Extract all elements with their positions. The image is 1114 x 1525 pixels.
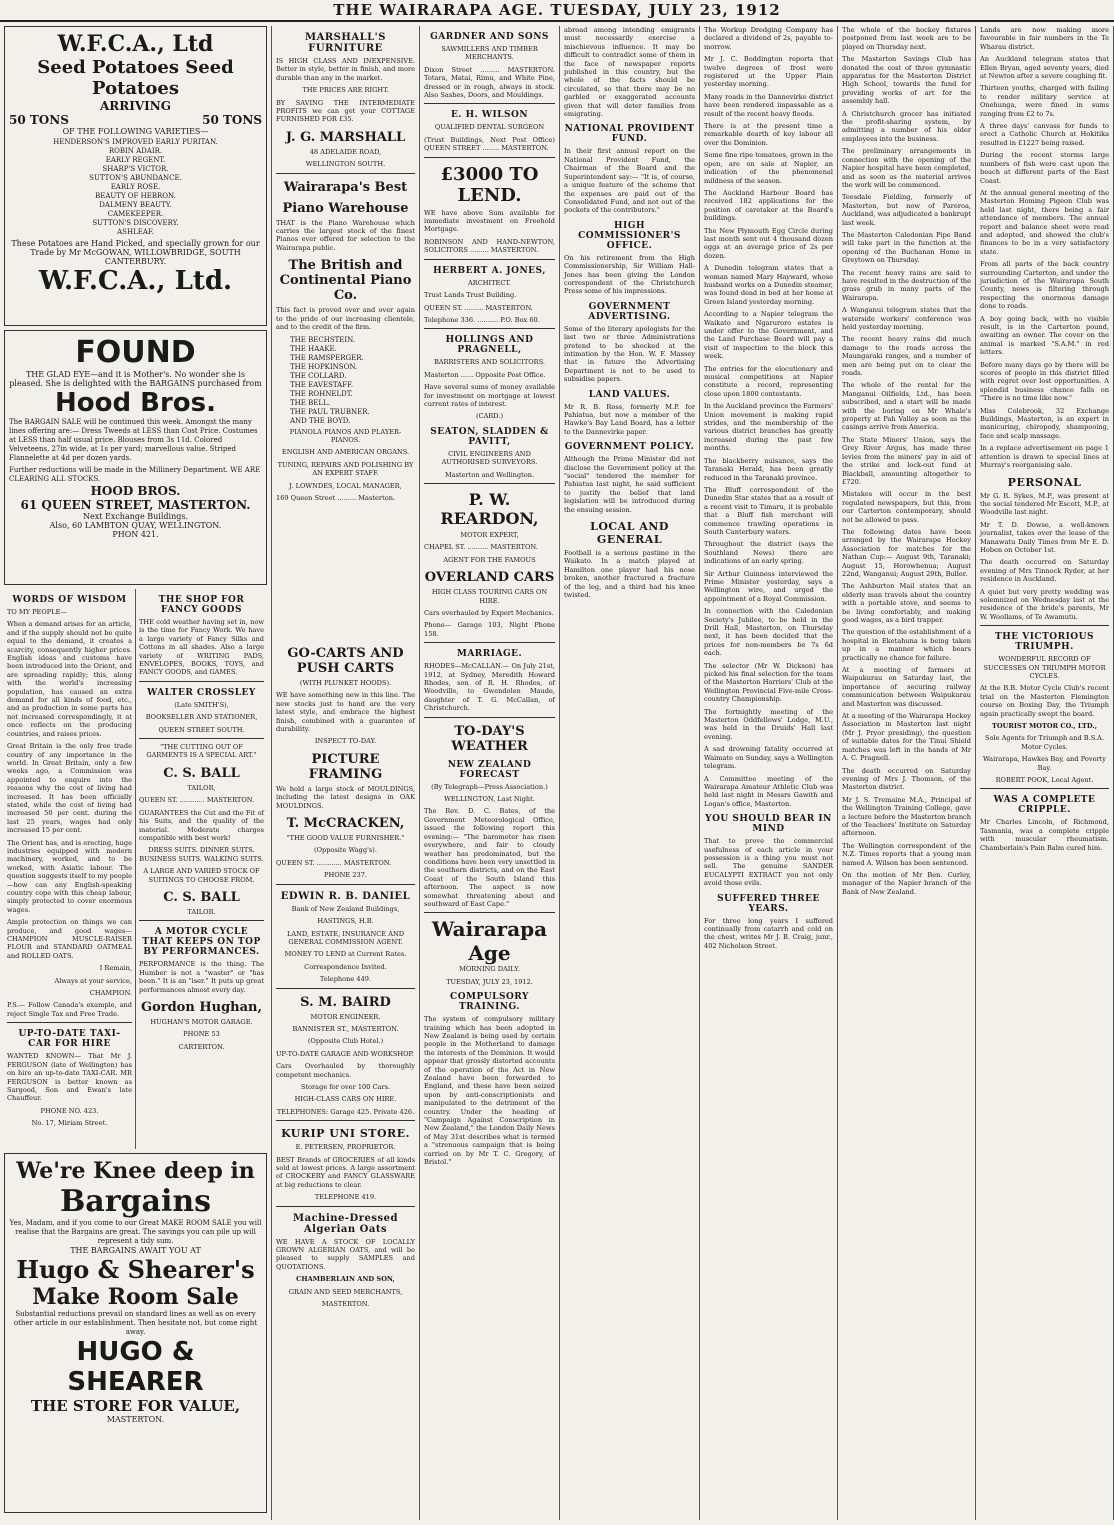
bear-head: YOU SHOULD BEAR IN MIND <box>705 814 832 835</box>
jones-trade: ARCHITECT. <box>468 278 511 287</box>
news-item: The Masterton Savings Club has donated the cost of three gymnastic apparatus for the Masterton District High School, towards the fund for providing works of art for the assembly hall. <box>842 55 971 106</box>
gocarts-sub: (WITH PLUNKET HOODS). <box>299 679 392 687</box>
oats-text: WE HAVE A STOCK OF LOCALLY GROWN ALGERIAN OATS, and will be pleased to supply SAMPLES and QUOTATIONS. <box>276 1237 415 1271</box>
daniel-name: EDWIN R. B. DANIEL <box>280 890 411 902</box>
wfca-ad <box>4 26 267 326</box>
bear-text: That to prove the commercial usefulness of each article in your possession is a thing you must not sell. The genuine SANDER EUCALYPTI EXTRACT you not only avoid those evils. <box>704 837 833 888</box>
column-4 <box>420 26 560 1520</box>
seaton-card: (CARD.) <box>475 412 504 421</box>
daniel-money: MONEY TO LEND at Current Rates. <box>284 950 407 959</box>
seaton-name: SEATON, SLADDEN & PAVITT, <box>430 426 549 447</box>
divider <box>980 625 1109 626</box>
reardon-agent: AGENT FOR THE FAMOUS <box>443 555 536 564</box>
hugo-town: MASTERTON. <box>106 1415 165 1424</box>
divider <box>139 920 264 921</box>
news-item: A Committee meeting of the Wairarapa Amateur Athletic Club was held last night in Messrs Gawith and Logan's office, Masterton. <box>704 774 833 808</box>
variety-item: EARLY ROSE. <box>110 183 161 191</box>
gocarts-inspect: INSPECT TO-DAY. <box>314 737 377 746</box>
marriage-text: RHODES—McCALLAN.— On July 21st, 1912, at Sydney, Meredith Howard Rhodes, son of R. H. Rhodes, of Woodville, to Gwendolen Maude, daughter of T. G. McCallan, of Christchurch. <box>424 662 555 713</box>
news-item: The question of the establishment of a hospital in Eketahuna is being taken up in a manner which bears practically no chance for failure. <box>842 628 971 662</box>
news-item: The whole of the rental for the Manganui Oilfields, Ltd., has been subscribed, and a start will be made with the boring on Mr Whale's property at Pah Valley as soon as the casings arrive from America. <box>842 381 971 432</box>
weather-sub: NEW ZEALAND FORECAST <box>447 759 532 780</box>
gocarts-text: WE have something new in this line. The new stocks just to hand are the very latest style, and embrace the highest finish, combined with a guarantee of durability. <box>276 691 415 734</box>
marshall-save: BY SAVING THE INTERMEDIATE PROFITS we can get your COTTAGE FURNISHED FOR £35. <box>276 98 415 124</box>
mccracken-addr: QUEEN ST. ............ MASTERTON. <box>276 858 392 867</box>
personal-item: Mr G. R. Sykes, M.P., was present at the social tendered Mr Escott, M.P., at Woodville last night. <box>980 491 1109 517</box>
hugo-name: HUGO & SHEARER <box>67 1337 204 1397</box>
news-item: The Masterton Caledonian Pipe Band will take part in the function at the opening of the Buchanan Home in Greytown on Thursday. <box>842 230 971 265</box>
column-8 <box>976 26 1114 1520</box>
triumph-town: Wairarapa, Hawkes Bay, and Poverty Bay. <box>982 755 1107 772</box>
divider <box>424 483 555 484</box>
ball-name: C. S. BALL <box>163 765 240 781</box>
hollings-trade: BARRISTERS AND SOLICITORS. <box>433 358 546 367</box>
marshall-text: IS HIGH CLASS AND INEXPENSIVE. Better in style, better in finish, and more durable than any in the market. <box>276 57 415 82</box>
baird-tel: TELEPHONES: Garage 425. Private 426. <box>276 1107 415 1116</box>
gardner-title: GARDNER AND SONS <box>430 32 549 42</box>
lend-firm: ROBINSON AND HAND-NEWTON, SOLICITORS ......... MASTERTON. <box>424 237 555 255</box>
divider <box>424 717 555 718</box>
taxi-title: UP-TO-DATE TAXI-CAR FOR HIRE <box>18 1029 121 1050</box>
lend-title: £3000 TO LEND. <box>440 163 539 206</box>
news-item: Many roads in the Dannevirke district have been rendered impassable as a result of the recent heavy floods. <box>704 92 833 118</box>
ball-trade: TAILOR, <box>187 783 216 792</box>
wfca-note: These Potatoes are Hand Picked, and specially grown for our Trade by Mr McGOWAN, WILLOWBRIDGE, SOUTH CANTERBURY. <box>11 239 260 266</box>
col2-upper <box>136 589 267 1149</box>
news-item: Sir Arthur Guinness interviewed the Prime Minister yesterday, says a Wellington wire, and urged the appointment of a Royal Commission. <box>704 569 833 603</box>
news-item: Lands are now making more favourable in fair numbers in the Te Wharau district. <box>980 26 1109 51</box>
baird-opp: (Opposite Club Hotel.) <box>307 1037 384 1046</box>
policy-head: GOVERNMENT POLICY. <box>564 442 695 453</box>
column-6 <box>700 26 838 1520</box>
govt-head: GOVERNMENT ADVERTISING. <box>588 301 671 322</box>
mccracken-slogan: "THE GOOD VALUE FURNISHER." <box>286 834 405 843</box>
news-item: The following dates have been arranged by the Wairarapa Hockey Association for matches for the Nathan Cup:— August 9th, Taranaki; August 15, Horowhenua; August 22nd, Wanganui; August 29th, Buller. <box>842 527 971 578</box>
news-item: During the recent storms large numbers of fish were cast upon the beach at different parts of the East Coast. <box>980 151 1109 185</box>
news-item: On the motion of Mr Ben. Curley, manager of the Napier branch of the Bank of New Zealand. <box>842 870 971 896</box>
hugo-slogan: THE STORE FOR VALUE, <box>30 1397 241 1415</box>
divider <box>424 912 555 913</box>
kuripuni-owner: E. PETERSEN, PROPRIETOR. <box>295 1143 396 1152</box>
suffered-head: SUFFERED THREE YEARS. <box>717 893 820 914</box>
wisdom-p2: Great Britain is the only free trade country of any importance in the world. In Great Britain, only a few weeks ago, a Commission was appointed to enquire into the reasons why the cost of living had increased. It has been officially stated, while the cost of living had increased 50 per cent. during the last 25 years, wages had only increased 15 per cent. <box>7 742 132 835</box>
divider <box>276 884 415 885</box>
british-text: This fact is proved over and over again to the pride of our increasing clientele, and to the credit of the firm. <box>276 306 415 332</box>
marshall-right: THE PRICES ARE RIGHT. <box>302 86 389 95</box>
news-item: A Dunedin telegram states that a woman named Mary Hayward, whose husband works on a Dunedin steamer, was found dead in bed at her home at Green Island yesterday morning. <box>704 264 833 306</box>
hughan-garage: HUGHAN'S MOTOR GARAGE. <box>150 1017 253 1026</box>
col1-split <box>4 589 267 1149</box>
piano-brand: THE BELL. <box>290 398 330 407</box>
piano-brand: AND THE BOYD. <box>290 416 351 425</box>
news-item: A three days' canvass for funds to erect a Catholic Church at Hokitika resulted in £1227 being raised. <box>980 122 1109 147</box>
hood-more: Further reductions will be made in the Millinery Department. WE ARE CLEARING ALL STOCKS. <box>9 466 261 483</box>
variety-item: BEAUTY OF HEBRON. <box>95 192 176 200</box>
oats-trade: GRAIN AND SEED MERCHANTS, <box>288 1287 403 1296</box>
divider <box>424 642 555 643</box>
news-item: In a replace advertisement on page 1 attention is drawn to special lines at Murray's reorganising sale. <box>980 444 1109 470</box>
news-item: The selector (Mr W. Dickson) has picked his final selection for the team of the Masterton Harriers' Club at the Wellington Provincial Five-mile Cross-country Championship. <box>704 661 833 704</box>
oats-title: Machine-Dressed Algerian Oats <box>293 1212 398 1235</box>
wisdom-sub: TO MY PEOPLE— <box>7 608 67 616</box>
marriage-head: MARRIAGE. <box>456 649 523 660</box>
taxi-text: WANTED KNOWN— That Mr J. FERGUSON (late of Wellington) has on hire an up-to-date TAXI-CAR. MR FERGUSON is better known as Sargood, Son and Ewan's late Chauffeur. <box>7 1052 132 1103</box>
variety-item: DALMENY BEAUTY. <box>99 201 172 209</box>
daniel-agent: LAND, ESTATE, INSURANCE AND GENERAL COMMISSION AGENT. <box>286 929 405 946</box>
gardner-text: Dixon Street ......... MASTERTON. Totara, Matai, Rimu, and White Pine, dressed or in rough, always in stock. Also Sashes, Doors, and Mouldings. <box>424 65 555 100</box>
hugo-shearer-ad <box>4 1153 267 1513</box>
piano-brand: THE BECHSTEIN. <box>290 335 356 344</box>
hughan-phone: PHONE 53 <box>183 1030 220 1039</box>
marshall-town: WELLINGTON SOUTH. <box>305 160 386 169</box>
kuripuni-text: BEST Brands of GROCERIES of all kinds sold at lowest prices. A large assortment of CROCKERY and FANCY GLASSWARE at big reductions to clear. <box>276 1155 415 1189</box>
british-title: The British and Continental Piano Co. <box>279 258 412 304</box>
column-7 <box>838 26 976 1520</box>
news-item: The Workup Dredging Company has declared a dividend of 2s, payable to-morrow. <box>704 26 833 51</box>
column-3b <box>272 640 420 1520</box>
local-head: LOCAL AND GENERAL <box>590 520 669 547</box>
news-item: The Bluff correspondent of the Dunedin Star states that as a result of a recent visit to Timaru, it is probable that a Bluff fish merchant will commence trawling operations in South Canterbury waters. <box>704 485 833 536</box>
divider <box>276 988 415 989</box>
crossley-addr: QUEEN STREET SOUTH. <box>158 725 245 734</box>
jones-tel: Telephone 336. .......... P.O. Box 60. <box>424 315 540 324</box>
wisdom-ps: P.S.— Follow Canada's example, and reject Single Tax and Free Trade. <box>7 1001 132 1018</box>
divider <box>424 259 555 260</box>
news-item: In connection with the Caledonian Society's Jubilee, to be held in the Drill Hall, Masterton, on Thursday next, it has been decided that the prices for non-members be 7s 6d each. <box>704 607 833 658</box>
commissioner-text: On his retirement from the High Commissionership, Sir William Hall-Jones has been giving the London correspondent of the Christchurch Press some of his impressions. <box>564 253 695 296</box>
triumph-text: At the B.B. Motor Cycle Club's recent trial on the Masterton Flemington course on Boxing Day, the Triumph again practically swept the board. <box>980 684 1109 718</box>
british-english: ENGLISH AND AMERICAN ORGANS. <box>281 448 410 457</box>
crossley-name: WALTER CROSSLEY <box>147 687 256 698</box>
emigrants-text: abroad among intending emigrants must necessarily exercise a mischievous influence. It may be difficult to contradict some of them in the face of newspaper reports published in this country, but the whole of the facts should be circulated, so that there may be no garbled or exaggerated accounts given that will deter families from emigrating. <box>564 26 695 119</box>
news-item: The fortnightly meeting of the Masterton Oddfellows' Lodge, M.U., was held in the Druids' Hall last evening. <box>704 707 833 741</box>
piano-text: THAT is the Piano Warehouse which carries the largest stock of the finest Pianos ever offered for selection to the Wairarapa public. <box>276 218 415 252</box>
variety-item: SHARP'S VICTOR. <box>102 165 169 173</box>
seaton-trade: CIVIL ENGINEERS AND AUTHORISED SURVEYORS. <box>441 449 538 467</box>
weather-by: (By Telegraph—Press Association.) <box>431 782 548 791</box>
hood-name: HOOD BROS. <box>90 484 181 498</box>
variety-item: ASHLEAF. <box>117 228 154 236</box>
wfca-varieties <box>9 138 262 237</box>
variety-item: SUTTON'S ABUNDANCE. <box>89 174 182 182</box>
provident-head: NATIONAL PROVIDENT FUND. <box>564 124 695 145</box>
personal-item: A quiet but very pretty wedding was solemnized on Wednesday last at the residence of the bride's parents, Mr W. Woollams, of Te Awamutu. <box>980 587 1109 621</box>
mccracken-opp: (Opposite Wagg's). <box>314 846 377 855</box>
reardon-cars: OVERLAND CARS <box>424 570 555 586</box>
triumph-sub: WONDERFUL RECORD OF SUCCESSES ON TRIUMPH MOTOR CYCLES. <box>983 655 1106 680</box>
age-date: TUESDAY, JULY 23, 1912. <box>446 977 533 986</box>
wisdom-p3: The Orient has, and is erecting, huge industries equipped with modern machinery, worked, and to be worked, with Asiatic labour. The question suggests itself to my people—how can any English-speaking country cope with this cheap labour, simply protected to cover enormous wages. <box>7 838 132 914</box>
hugo-title: Hugo & Shearer's <box>16 1255 255 1284</box>
hugo-text: Substantial reductions prevail on standard lines as well as on every other article in our establishment. Then hesitate not, but come right away. <box>13 1310 258 1336</box>
news-item: A Wanganui telegram states that the waterside workers' conference was held yesterday morning. <box>842 306 971 331</box>
baird-addr: BANNISTER ST., MASTERTON. <box>292 1024 399 1033</box>
news-item: Before many days go by there will be scores of people in this district filled with regret over lost opportunities. A splendid business chance falls on "There is no time like now." <box>980 360 1109 403</box>
land-text: Mr R. B. Ross, formerly M.P. for Pahiatua, but now a member of the Hawke's Bay Land Board, has a letter to the Dannevirke paper. <box>564 402 695 436</box>
news-item: A sad drowning fatality occurred at Waimate on Sunday, says a Wellington telegram. <box>704 745 833 771</box>
piano-brand: THE HOPKINSON. <box>290 362 358 371</box>
provident-text: In their first annual report on the National Provident Fund, the Chairman of the Board and the Superintendent say:— "It is, of course, a unique feature of the scheme that the expenses are paid out of the Consolidated Fund, and not out of the pockets of the contributors." <box>564 147 695 215</box>
news-item: Mr J. S. Tremaine M.A., Principal of the Wellington Training College, gave a lecture before the Masterton branch of the Teachers' Institute on Saturday afternoon. <box>842 795 971 838</box>
personal-head: PERSONAL <box>1007 475 1082 489</box>
news-item: Mistakes will occur in the best regulated newspapers, but this, from our Carterton contemporary, should not be allowed to pass. <box>842 490 971 524</box>
ball-choose: A LARGE AND VARIED STOCK OF SUITINGS TO CHOOSE FROM. <box>143 867 260 884</box>
wisdom-sign3: CHAMPION. <box>89 989 132 998</box>
news-item: Throughout the district (says the Southland News) there are indications of an early spring. <box>704 540 833 566</box>
piano-brand: THE COLLARD. <box>290 371 347 380</box>
news-item: From all parts of the back country surrounding Carterton, and under the jurisdiction of the Wairarapa South County, news is filtering through respecting the enormous damage done to roads. <box>980 260 1109 311</box>
knee-sub: Bargains <box>59 1184 212 1219</box>
wfca-arriving: ARRIVING <box>99 99 171 113</box>
news-item: Miss Colebrook, 32 Exchange Buildings, Masterton, is an expert in manicuring, chiropody, shampooing, face and scalp massage. <box>980 406 1109 440</box>
triumph-co: TOURIST MOTOR CO., LTD., <box>992 722 1097 731</box>
daniel-phone: Telephone 449. <box>319 975 372 984</box>
reardon-name: P. W. REARDON, <box>440 489 539 528</box>
fancy-title: THE SHOP FOR FANCY GOODS <box>158 595 245 615</box>
news-item: An Auckland telegram states that Ellen Bryan, aged seventy years, died at Newton after a severe coughing fit. <box>980 55 1109 81</box>
hollings-addr: Masterton ...... Opposite Post Office. <box>424 370 546 379</box>
news-item: The recent heavy rains are said to have resulted in the destruction of the grass grub in many parts of the Wairarapa. <box>842 268 971 302</box>
hood-addr: 61 QUEEN STREET, MASTERTON. <box>20 498 251 512</box>
oats-name: CHAMBERLAIN AND SON, <box>296 1275 395 1284</box>
wisdom-sign2: Always at your service, <box>54 976 132 985</box>
hood-ad <box>4 330 267 585</box>
hood-title: Hood Bros. <box>54 388 216 418</box>
age-sub: MORNING DAILY. <box>459 965 520 974</box>
personal-item: The death occurred on Saturday evening of Mrs Tinnock Ryder, at her residence in Auckland. <box>980 558 1109 584</box>
variety-item: SUTTON'S DISCOVERY. <box>92 219 179 227</box>
knee-await: THE BARGAINS AWAIT YOU AT <box>70 1246 201 1255</box>
gocarts-title: GO-CARTS AND PUSH CARTS <box>287 646 404 676</box>
news-item: The recent heavy rains did much damage to the roads across the Maungaraki ranges, and a number of men are being put on to clear the roads. <box>842 335 971 378</box>
divider <box>980 788 1109 789</box>
divider <box>7 1022 132 1023</box>
reardon-touring: HIGH CLASS TOURING CARS ON HIRE. <box>431 588 548 605</box>
found-title: FOUND <box>75 335 196 370</box>
wisdom-p4: Ample protection on things we can produce, and good wages—CHAMPION MUSCLE-RAISER FLOUR and STANDARD OATMEAL and ROLLED OATS. <box>7 918 132 960</box>
land-head: LAND VALUES. <box>588 389 671 400</box>
crossley-late: (Late SMITH'S), <box>174 700 229 709</box>
knee-text: Yes, Madam, and if you come to our Great MAKE ROOM SALE you will realise that the Bargains are great. The savings you can pile up will represent a tidy sum. <box>9 1219 262 1245</box>
wfca-tons-right: 50 TONS <box>202 113 262 127</box>
divider <box>424 157 555 158</box>
jones-name: HERBERT A. JONES, <box>433 265 546 276</box>
piano-brand: THE PAUL TRUBNER. <box>290 407 370 416</box>
baird-storage: Storage for over 100 Cars. <box>300 1082 391 1091</box>
knee-title: We're Knee deep in <box>16 1158 255 1184</box>
lend-text: WE have above Sum available for immediate investment on Freehold Mortgage. <box>424 208 555 234</box>
news-item: Some fine ripe tomatoes, grown in the open, are on sale at Napier, an indication of the phenomenal mildness of the season. <box>704 151 833 185</box>
jones-addr: Trust Lands Trust Building. <box>424 291 517 300</box>
govt-text: Some of the literary apologists for the last two or three Administrations pretend to be shocked at the intimation by the Hon. W. F. Massey that in future the Advertising Department is not to be used to subsidise papers. <box>564 324 695 384</box>
cripple-text: Mr Charles Lincoln, of Richmond, Tasmania, was a complete cripple with muscular rheumatism. Chamberlain's Pain Balm cured him. <box>980 818 1109 852</box>
humber-title: A MOTOR CYCLE THAT KEEPS ON TOP BY PERFORMANCES. <box>142 927 261 958</box>
reardon-phone: Phone— Garage 103, Night Phone 158. <box>424 621 555 638</box>
variety-item: EARLY REGENT. <box>105 156 166 164</box>
hughan-town: CARTERTON. <box>178 1042 225 1051</box>
framing-title: PICTURE FRAMING <box>308 751 383 782</box>
cripple-head: WAS A COMPLETE CRIPPLE. <box>993 795 1096 816</box>
reardon-addr: CHAPEL ST. .......... MASTERTON. <box>424 543 538 552</box>
wfca-tons-left: 50 TONS <box>9 113 69 127</box>
commissioner-head: HIGH COMMISSIONER'S OFFICE. <box>578 220 681 251</box>
british-addr: 169 Queen Street ......... Masterton. <box>276 493 396 502</box>
mccracken-name: T. McCRACKEN, <box>286 816 405 832</box>
british-tuning: TUNING, REPAIRS AND POLISHING BY AN EXPERT STAFF. <box>277 460 414 478</box>
age-title: Wairarapa Age <box>431 917 548 966</box>
baird-hire: HIGH-CLASS CARS ON HIRE. <box>294 1095 397 1104</box>
humber-text: PERFORMANCE is the thing. The Humber is not a "waster" or "has been." It is an "iser." It puts up great performances almost every day. <box>139 960 264 994</box>
british-mgr: J. LOWNDES, LOCAL MANAGER, <box>289 481 402 490</box>
local-text: Football is a serious pastime in the Waikato. In a match played at Hamilton one player had his nose broken, another fractured a fracture of the leg, and a third had his knee twisted. <box>564 549 695 600</box>
british-organs: PIANOLA PIANOS AND PLAYER-PIANOS. <box>289 427 402 444</box>
news-item: Thirteen youths, charged with failing to render military service at Onehunga, were fined in sums ranging from £2 to 7s. <box>980 84 1109 118</box>
news-item: The preliminary arrangements in connection with the opening of the Napier hospital have been completed, and as soon as the material arrives the work will be commenced. <box>842 147 971 189</box>
news-item: Mr J. C. Boddington reports that twelve degrees of frost were registered at the Upper Plain yesterday morning. <box>704 55 833 89</box>
ball-text: GUARANTEES the Cut and the Fit of his Suits, and the quality of the material. Moderate charges compatible with best work! <box>139 808 264 842</box>
found-text: THE GLAD EYE—and it is Mother's. No wonder she is pleased. She is delighted with the BARGAINS purchased from <box>9 370 262 388</box>
triumph-mgr: ROBERT POOK, Local Agent. <box>995 776 1094 785</box>
wilson-addr: (Trust Buildings, Next Post Office) QUEEN STREET ........ MASTERTON. <box>424 135 555 153</box>
divider <box>276 173 415 174</box>
hood-text: The BARGAIN SALE will be continued this week. Amongst the many lines offering are:— Dress Tweeds at LESS than Cost Price. Costumes at LESS than half usual price. Blouses from 3s 11d. Colored Velveteens, 27in wide, at 1s per yard; marvellous value. Striped Flannelette at 4d per dozen yards. <box>9 418 258 462</box>
news-item: The whole of the hockey fixtures postponed from last week are to be played on Thursday next. <box>842 26 971 51</box>
wilson-name: E. H. WILSON <box>450 110 529 121</box>
wfca-title: W.F.C.A., Ltd <box>57 31 214 57</box>
divider <box>276 1206 415 1207</box>
piano-brand: THE RAMSPERGER. <box>290 353 364 362</box>
marshall-name: J. G. MARSHALL <box>285 129 406 145</box>
hood-also: Also, 60 LAMBTON QUAY, WELLINGTON. <box>49 521 222 530</box>
reardon-trade: MOTOR EXPERT, <box>460 530 519 539</box>
baird-name: S. M. BAIRD <box>300 994 391 1010</box>
piano-brand: THE ROHNELDT. <box>290 389 353 398</box>
marshall-addr: 48 ADELAIDE ROAD, <box>309 147 382 156</box>
mccracken-phone: PHONE 237. <box>324 871 367 880</box>
piano-sub: Piano Warehouse <box>282 200 409 216</box>
news-item: The death occurred on Saturday evening of Mrs J. Thomson, of the Masterton district. <box>842 766 971 792</box>
taxi-phone: PHONE NO. 423. <box>40 1106 99 1115</box>
framing-text: We hold a large stock of MOULDINGS, including the latest designs in OAK MOULDINGS. <box>276 784 415 810</box>
hood-phone: PHON 421. <box>112 530 159 539</box>
daniel-corr: Correspondence Invited. <box>304 962 387 971</box>
fancy-text: THE cold weather having set in, now is the time for Fancy Work. We have a large variety of Fancy Silks and Cottons in all shades. Also a large variety of WRITING PADS, ENVELOPES, BOOKS, TOYS, and FANCY GOODS, and GAMES. <box>139 618 264 677</box>
gardner-trade: SAWMILLERS AND TIMBER MERCHANTS. <box>441 45 538 62</box>
divider <box>139 738 264 739</box>
kuripuni-phone: TELEPHONE 419. <box>314 1193 377 1202</box>
news-item: According to a Napier telegram the Waikato and Ngaruroro estates is under offer to the Government, and the Land Purchase Board will pay a visit of inspection to the block this week. <box>704 310 833 361</box>
baird-trade: MOTOR ENGINEER. <box>310 1012 381 1021</box>
news-item: The Ashburton Mail states that an elderly man travels about the country with a portable stove, and seems to be living comfortably, and making good wages, as a bird trapper. <box>842 582 971 624</box>
news-item: The blackberry nuisance, says the Taranaki Herald, has been greatly reduced in the Taranaki province. <box>704 456 833 482</box>
ball-trade-2: TAILOR. <box>187 907 216 916</box>
jones-queen: QUEEN ST. ......... MASTERTON. <box>424 303 533 312</box>
news-item: The entries for the elocutionary and musical competitions at Napier constitute a record, representing close upon 1800 contestants. <box>704 364 833 398</box>
policy-text: Although the Prime Minister did not disclose the Government policy at the "social" tendered the member for Pahiatua last night, he said sufficient to justify the belief that land legislation will be introduced during the ensuing session. <box>564 455 695 514</box>
wisdom-p1: When a demand arises for an article, and if the supply should not be quite equal to the demand, it creates a scarcity, consequently higher prices. English ideas and customs have been introduced into the Orient, and are spreading rapidly; this, along with the world's increasing population, has caused an extra demand for all kinds of food, etc., and as production in some parts has not increased correspondingly, it at once reflects on the producing countries, and raises prices. <box>7 620 132 738</box>
marshall-title: MARSHALL'S FURNITURE <box>305 32 386 54</box>
piano-brand: THE HAAKE. <box>290 344 337 353</box>
variety-item: CAMEKEEPER. <box>107 210 164 218</box>
wisdom-sign1: I Remain, <box>99 964 132 973</box>
piano-title: Wairarapa's Best <box>283 179 408 195</box>
ball-addr: QUEEN ST. ............ MASTERTON. <box>139 796 255 805</box>
news-item: A Christchurch grocer has initiated the profit-sharing system, by admitting a number of his older employees into the business. <box>842 109 971 143</box>
news-item: At a meeting of farmers at Waipukurau on Saturday last, the importance of securing railway communication between Waipukurau and Masterton was discussed. <box>842 666 971 708</box>
column-1 <box>0 26 272 1520</box>
reardon-text: Cars overhauled by Expert Mechanics. <box>424 609 554 617</box>
training-head: COMPULSORY TRAINING. <box>450 992 529 1013</box>
news-item: The New Plymouth Egg Circle during last month sent out 4 thousand dozen eggs at an average price of 2s per dozen. <box>704 226 833 260</box>
kuripuni-title: KURIP UNI STORE. <box>281 1127 410 1141</box>
divider <box>139 681 264 682</box>
wilson-trade: QUALIFIED DENTAL SURGEON <box>434 123 545 132</box>
wisdom-title: WORDS OF WISDOM <box>12 595 127 605</box>
hughan-name: Gordon Hughan, <box>140 999 263 1015</box>
news-item: Teesdale Fielding, formerly of Masterton, but now of Pareroa, Auckland, was adjudicated a bankrupt last week. <box>842 193 971 227</box>
baird-garage: UP-TO-DATE GARAGE AND WORKSHOP. <box>276 1049 414 1058</box>
personal-item: Mr T. D. Dowse, a well-known journalist, takes over the lease of the Manawatu Daily Times from Mr E. D. Hoben on October 1st. <box>980 520 1109 554</box>
ball-dress: DRESS SUITS. DINNER SUITS. BUSINESS SUITS. WALKING SUITS. <box>139 846 264 863</box>
weather-text: The Rev. D. C. Bates, of the Government Meteorological Office, issued the following report this evening:— "The barometer has risen everywhere, and fair to cloudy weather has predominated, but the conditions have been very unsettled in the southern districts, and on the East Coast of the South Island this afternoon. The aspect is now somewhat threatening about and southward of East Cape." <box>424 807 555 908</box>
triumph-head: THE VICTORIOUS TRIUMPH. <box>995 632 1094 653</box>
news-item: There is at the present time a remarkable dearth of key labour all over the Dominion. <box>704 122 833 147</box>
news-item: At the annual general meeting of the Masterton Homing Pigeon Club was held last night, there being a fair attendance of members. The annual report and balance sheet were read and adopted, and showed the club's finances to be in a very satisfactory state. <box>980 188 1109 256</box>
news-item: A boy going back, with no visible result, is in the Carterton pound, awaiting an owner. The cover on the animal is marked "S.A.M." in red letters. <box>980 314 1109 357</box>
ball-name-2: C. S. BALL <box>163 889 240 905</box>
ball-cut: "THE CUTTING OUT OF GARMENTS IS A SPECIAL ART." <box>146 743 257 760</box>
hugo-sale: Make Room Sale <box>32 1284 239 1310</box>
column-5 <box>560 26 700 1520</box>
wfca-varieties-intro: OF THE FOLLOWING VARIETIES— <box>62 127 209 136</box>
piano-brand-list <box>290 336 415 426</box>
weather-title: TO-DAY'S WEATHER <box>451 723 528 754</box>
divider <box>424 103 555 104</box>
hollings-text: Have several sums of money available for investment on mortgage at lowest current rates of interest. <box>424 383 555 408</box>
variety-item: ROBIN ADAIR. <box>108 147 163 155</box>
news-item: At a meeting of the Wairarapa Hockey Association in Masterton last night (Mr J. Pryor presiding), the question of suitable dates for the Tinui Shield matches was left in the hands of Mr A. C. Pragnell. <box>842 712 971 763</box>
divider <box>424 328 555 329</box>
news-item: In the Auckland province the Farmers' Union movement is making rapid strides, and the membership of the various district branches has greatly increased during the past few months. <box>704 402 833 453</box>
baird-text: Cars Overhauled by thoroughly competent mechanics. <box>276 1062 415 1079</box>
news-item: The State Miners' Union, says the Grey River Argus, has made three levies from the miners' pay in aid of the strike and lock-out fund at Blackball, amounting altogether to £720. <box>842 435 971 486</box>
news-item: The Wellington correspondent of the N.Z. Times reports that a young man named A. Wilson has been sentenced. <box>842 841 971 867</box>
taxi-addr: No. 17, Miriam Street. <box>31 1119 108 1128</box>
oats-town: MASTERTON. <box>321 1300 370 1309</box>
news-item: The Auckland Harbour Board has received 182 applications for the position of caretaker at the Board's buildings. <box>704 188 833 223</box>
piano-brand: THE EAVESTAFF. <box>290 380 354 389</box>
masthead: THE WAIRARAPA AGE. TUESDAY, JULY 23, 1912 <box>0 0 1114 22</box>
divider <box>276 1120 415 1121</box>
daniel-town: HASTINGS, H.B. <box>317 917 374 926</box>
wfca-footer: W.F.C.A., Ltd. <box>38 266 233 296</box>
variety-item: HENDERSON'S IMPROVED EARLY PURITAN. <box>53 138 218 146</box>
daniel-bank: Bank of New Zealand Buildings, <box>291 904 400 913</box>
crossley-trade: BOOKSELLER AND STATIONER, <box>145 713 258 722</box>
hollings-name: HOLLINGS AND PRAGNELL, <box>445 335 534 356</box>
wisdom-section <box>4 589 136 1149</box>
weather-place: WELLINGTON, Last Night. <box>444 795 535 804</box>
hood-next: Next Exchange Buildings. <box>82 512 189 521</box>
triumph-agents: Sole Agents for Triumph and B.S.A. Motor Cycles. <box>985 734 1104 751</box>
seaton-town: Masterton and Wellington. <box>444 470 535 479</box>
suffered-text: For three long years I suffered continually from catarrh and cold on the chest, writes Mr J. B. Craig, junr., 402 Nicholson Street. <box>704 916 833 950</box>
training-text: The system of compulsory military training which has been adopted in New Zealand is being used by certain people in the Motherland to damage the interests of the Dominion. It would appear that grossly distorted accounts of the operation of the Act in New Zealand have been forwarded to England, and these have been seized upon by anti-conscriptionists and manipulated to the detriment of the country. Under the heading of "Campaign Against Conscription in New Zealand," the London Daily News of May 31st describes what is termed a "strenuous campaign that is being carried on by Mr T. C. Gregory, of Bristol." <box>424 1015 555 1167</box>
wfca-tons <box>9 113 262 127</box>
wfca-potatoes: Seed Potatoes Seed Potatoes <box>37 57 234 99</box>
